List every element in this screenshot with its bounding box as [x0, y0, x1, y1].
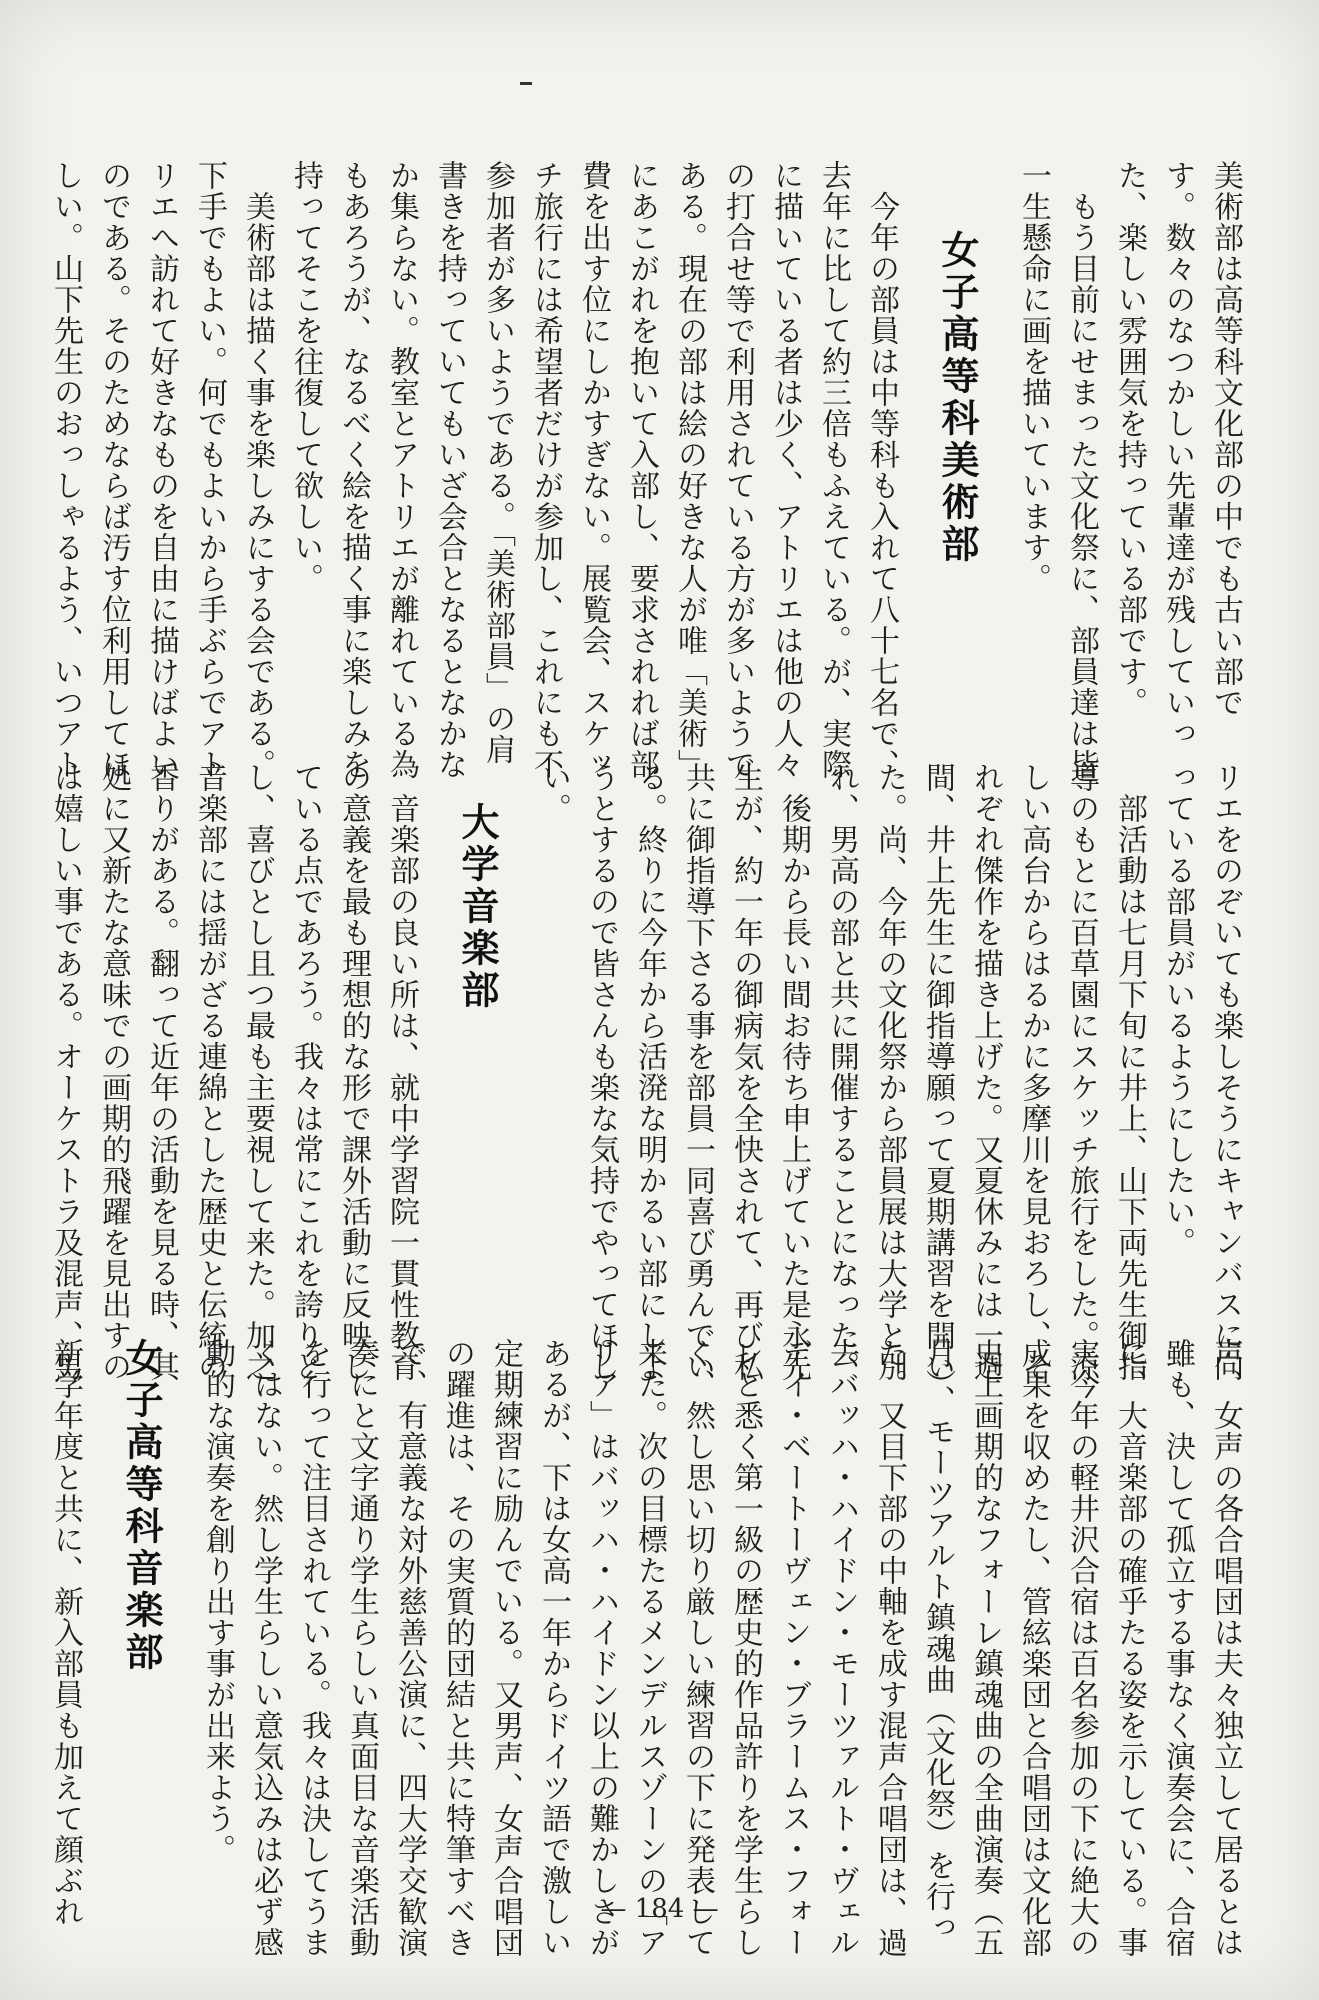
- text-line: に、大音楽部の確乎たる姿を示している。事: [1112, 1338, 1147, 1958]
- text-line: 部活動は七月下旬に井上、山下両先生御指: [1112, 762, 1147, 1382]
- text-line: た。尚、今年の文化祭から部員展は大学と別: [872, 762, 907, 1382]
- text-line: のである。そのためならば汚す位利用してほ: [96, 160, 131, 780]
- text-line: もう目前にせまった文化祭に、部員達は皆: [1064, 160, 1099, 780]
- text-line: の躍進は、その実質的団結と共に特筆すべき: [440, 1338, 475, 1958]
- text-line: 今年の部員は中等科も入れて八十七名で、: [864, 160, 899, 780]
- text-line: あるが、下は女高一年からドイツ語で激しい: [536, 1338, 571, 1958]
- text-line: は嬉しい事である。オーケストラ及混声、男: [48, 762, 83, 1382]
- text-line: で、有意義な対外慈善公演に、四大学交歓演: [392, 1338, 427, 1958]
- text-line: の意義を最も理想的な形で課外活動に反映し: [336, 762, 371, 1382]
- text-line: 声、女声の各合唱団は夫々独立して居るとは: [1208, 1338, 1243, 1958]
- text-line: す。数々のなつかしい先輩達が残していっ: [1160, 160, 1195, 749]
- text-line: 費を出す位にしかすぎない。展覧会、スケッ: [576, 160, 611, 780]
- band-art-club: [48, 160, 1249, 780]
- text-line: る。終りに今年から活溌な明かるい部にしよ: [632, 762, 667, 1382]
- university-music-body: [41, 762, 425, 1382]
- text-line: しい。山下先生のおっしゃるよう、いつアト: [48, 160, 83, 780]
- text-line: 成果を収めたし、管絃楽団と合唱団は文化部: [1016, 1338, 1051, 1958]
- text-line: 処に又新たな意味での画期的飛躍を見出すの: [96, 762, 131, 1382]
- text-line: ある。現在の部は絵の好きな人が唯「美術」: [672, 160, 707, 780]
- text-line: 一生懸命に画を描いています。: [1016, 160, 1051, 594]
- text-line: 間、井上先生に御指導願って夏期講習を開い: [920, 762, 955, 1382]
- text-line: 参加者が多いようである。「美術部員」の肩: [480, 160, 515, 765]
- text-line: ている点であろう。我々は常にこれを誇りと: [288, 762, 323, 1382]
- text-line: か集らない。教室とアトリエが離れている為: [384, 160, 419, 780]
- text-line: た。又目下部の中軸を成す混声合唱団は、過: [872, 1338, 907, 1958]
- text-line: の打合せ等で利用されている方が多いようで: [720, 160, 755, 780]
- text-line: 実今年の軽井沢合宿は百名参加の下に絶大の: [1064, 1338, 1099, 1958]
- text-line: 定期練習に励んでいる。又男声、女声合唱団: [488, 1338, 523, 1958]
- text-line: れ、男高の部と共に開催することになった。: [824, 762, 859, 1382]
- text-line: 後期から長い間お待ち申上げていた是永先: [776, 762, 811, 1382]
- text-line: うとするので皆さんも楽な気持でやってほし: [584, 762, 619, 1382]
- section-title-art-club: 女子高等科美術部: [935, 230, 979, 566]
- text-line: 奏にと文字通り学生らしい真面目な音楽活動: [344, 1338, 379, 1958]
- page-number: — 184 —: [600, 1894, 719, 1924]
- text-line: 音楽部には揺がざる連綿とした歴史と伝統の: [192, 762, 227, 1382]
- art-club-continued: [529, 762, 1249, 1382]
- section-title-university-music: 大学音楽部: [455, 802, 499, 1012]
- text-line: リエへ訪れて好きなものを自由に描けばよい: [144, 160, 179, 780]
- text-line: 動的な演奏を創り出す事が出来よう。: [200, 1338, 235, 1865]
- text-line: 来た。次の目標たるメンデルスゾーンの「ア: [632, 1338, 667, 1958]
- text-line: 雖も、決して孤立する事なく演奏会に、合宿: [1160, 1338, 1195, 1958]
- text-line: に描いている者は少く、アトリエは他の人々: [768, 160, 803, 780]
- text-line: しい高台からはるかに多摩川を見おろし、そ: [1016, 762, 1051, 1382]
- text-line: 下手でもよい。何でもよいから手ぶらでアト: [192, 160, 227, 780]
- section-title-girls-music: 女子高等科音楽部: [119, 1338, 163, 1674]
- intro-text: [1009, 160, 1249, 780]
- text-line: い。: [536, 762, 571, 824]
- text-line: く、然し思い切り厳しい練習の下に発表して: [680, 1338, 715, 1958]
- text-line: 去年に比して約三倍もふえている。が、実際: [816, 160, 851, 780]
- text-line: 去バッハ・ハイドン・モーツァルト・ヴェル: [824, 1338, 859, 1958]
- text-line: っている部員がいるようにしたい。: [1160, 762, 1195, 1258]
- text-line: し、喜びとし且つ最も主要視して来た。加之: [240, 762, 275, 1382]
- text-line: 持ってそこを往復して欲しい。: [288, 160, 323, 594]
- text-line: 美術部は高等科文化部の中でも古い部で: [1208, 160, 1243, 718]
- girls-music-body: [41, 1338, 89, 1927]
- text-line: れぞれ傑作を描き上げた。又夏休みには一週: [968, 762, 1003, 1382]
- text-line: 生が、約一年の御病気を全快されて、再び私: [728, 762, 763, 1382]
- text-line: 共に御指導下さる事を部員一同喜び勇んでい: [680, 762, 715, 1382]
- text-line: 美術部は描く事を楽しみにする会である。: [240, 160, 275, 780]
- band-university-music: [48, 762, 1249, 1382]
- text-line: レと悉く第一級の歴史的作品許りを学生らし: [728, 1338, 763, 1958]
- text-line: もあろうが、なるべく絵を描く事に楽しみを: [336, 160, 371, 780]
- text-line: 導のもとに百草園にスケッチ旅行をした。涼: [1064, 762, 1099, 1382]
- text-line: 新学年度と共に、新入部員も加えて顔ぶれ: [48, 1338, 83, 1927]
- top-dash: [520, 82, 532, 85]
- text-line: リエをのぞいても楽しそうにキャンバスに向: [1208, 762, 1243, 1382]
- text-line: 月）、モーツアルト鎮魂曲（文化祭）を行っ: [920, 1338, 955, 1943]
- text-line: デイ・ベートーヴェン・ブラームス・フォー: [776, 1338, 811, 1958]
- art-club-body: [41, 160, 905, 780]
- text-line: 音楽部の良い所は、就中学習院一貫性教育: [384, 762, 419, 1382]
- text-line: 史上画期的なフォーレ鎮魂曲の全曲演奏（五: [968, 1338, 1003, 1958]
- text-line: 書きを持っていてもいざ会合となるとなかな: [432, 160, 467, 780]
- text-line: た、楽しい雰囲気を持っている部です。: [1112, 160, 1147, 718]
- text-line: 香りがある。翻って近年の活動を見る時、其: [144, 762, 179, 1382]
- text-line: を行って注目されている。我々は決してうま: [296, 1338, 331, 1958]
- text-line: にあこがれを抱いて入部し、要求されれば部: [624, 160, 659, 780]
- text-line: リア」はバッハ・ハイドン以上の難かしさが: [584, 1338, 619, 1958]
- text-line: チ旅行には希望者だけが参加し、これにも不: [528, 160, 563, 780]
- text-line: くはない。然し学生らしい意気込みは必ず感: [248, 1338, 283, 1958]
